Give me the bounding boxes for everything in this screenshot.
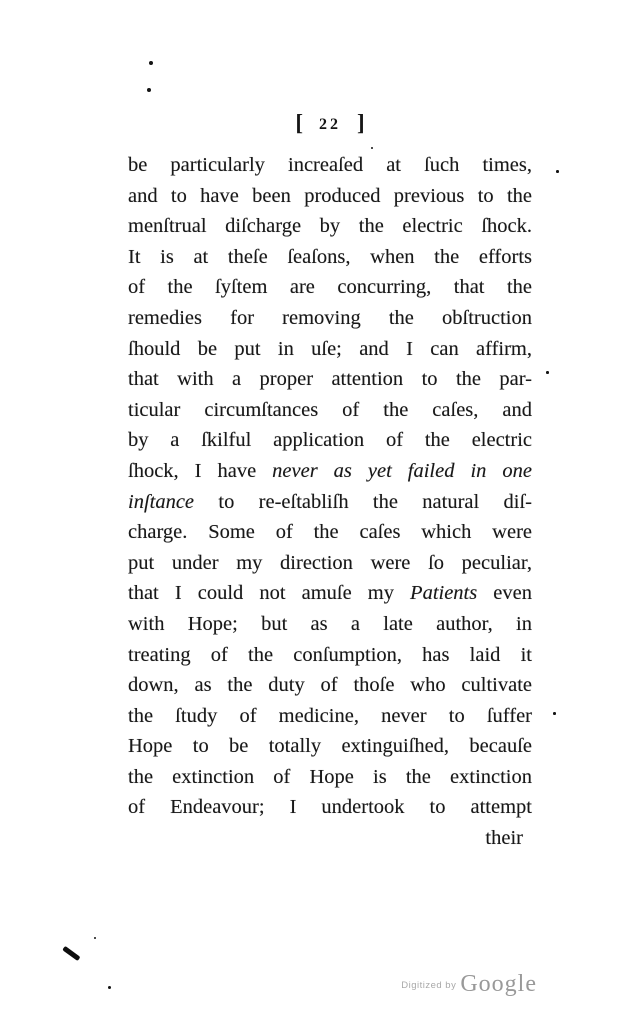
ink-speck [371, 147, 373, 149]
text-line: ſhould be put in uſe; and I can affirm, [128, 337, 532, 360]
ink-smudge [62, 946, 80, 961]
text-line: menſtrual diſcharge by the electric ſhock. [128, 215, 532, 238]
text-line: ſhock, I have never as yet failed in one [128, 459, 532, 482]
watermark [401, 971, 537, 998]
text-line: remedies for removing the obſtruction [128, 306, 532, 329]
text-line: the ſtudy of medicine, never to ſuffer [128, 704, 532, 727]
text-line: put under my direction were ſo peculiar, [128, 551, 532, 574]
watermark-prefix: Digitized by [401, 980, 457, 991]
google-logo: Google [460, 971, 537, 997]
text-line: that with a proper attention to the par- [128, 368, 532, 391]
text-line: down, as the duty of thoſe who cultivate [128, 674, 532, 697]
text-line: by a ſkilful application of the electric [128, 429, 532, 452]
text-line: inſtance to re-eſtabliſh the natural diſ- [128, 490, 532, 513]
text-block [128, 150, 532, 823]
ink-speck [147, 88, 151, 92]
page-number-header [128, 110, 532, 136]
text-line: It is at theſe ſeaſons, when the efforts [128, 245, 532, 268]
header-bracket-left: [ [295, 110, 303, 135]
ink-speck [553, 712, 556, 715]
text-line: and to have been produced previous to the [128, 184, 532, 207]
ink-speck [149, 61, 153, 65]
text-line: the extinction of Hope is the extinction [128, 765, 532, 788]
ink-speck [546, 371, 549, 374]
catchword: their [485, 827, 523, 849]
text-line: charge. Some of the caſes which were [128, 521, 532, 544]
text-line: treating of the conſumption, has laid it [128, 643, 532, 666]
text-line: of Endeavour; I undertook to attempt [128, 796, 532, 819]
ink-speck [556, 170, 559, 173]
ink-speck [108, 986, 111, 989]
text-line: of the ſyſtem are concurring, that the [128, 276, 532, 299]
text-line: be particularly increaſed at ſuch times, [128, 154, 532, 176]
text-line: ticular circumſtances of the caſes, and [128, 398, 532, 421]
text-line: with Hope; but as a late author, in [128, 612, 532, 635]
page-number: 22 [319, 116, 341, 133]
text-line: Hope to be totally extinguiſhed, becauſe [128, 735, 532, 758]
text-line: that I could not amuſe my Patients even [128, 582, 533, 605]
ink-speck [94, 937, 96, 939]
header-bracket-right: ] [357, 110, 365, 135]
catchword-row [128, 823, 532, 854]
